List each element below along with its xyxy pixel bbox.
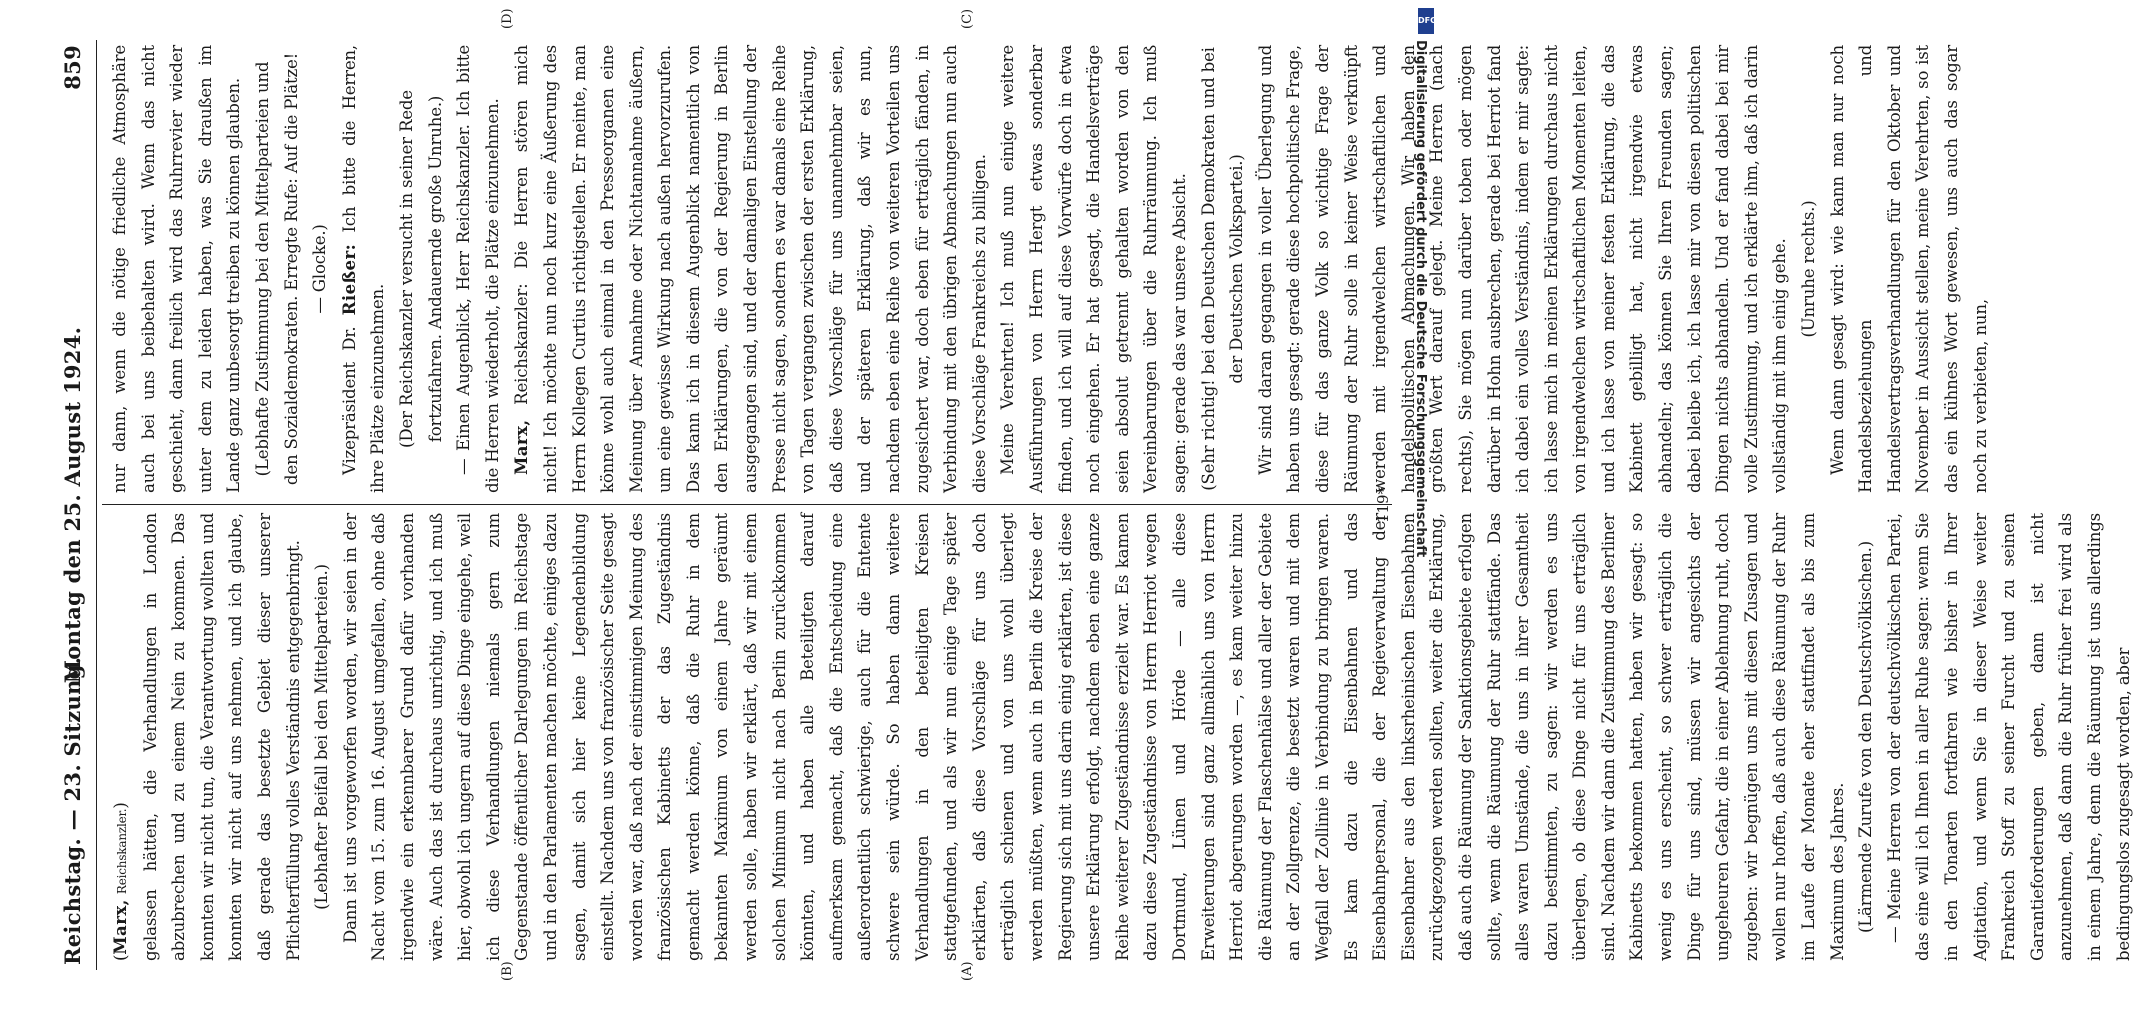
interjection: (Lärmende Zurufe von den Deutschvölkischen.) bbox=[1856, 540, 1876, 934]
margin-marker-a: (A) bbox=[960, 961, 975, 981]
speaker-name: Marx, bbox=[511, 419, 532, 475]
margin-marker-d: (D) bbox=[500, 8, 515, 29]
speech-text: Ich bitte die Herren, ihre Plätze einzunehmen. bbox=[339, 45, 388, 493]
speaker-paragraph bbox=[507, 45, 994, 493]
left-column bbox=[106, 513, 2133, 961]
interjection: (Lebhafte Zustimmung bei den Mittelparteien und den Sozialdemokraten. Erregte Rufe: Auf die Plätze! — Glocke.) bbox=[252, 52, 330, 486]
speaker-line: (Marx, Reichskanzler.) bbox=[110, 802, 130, 961]
page-number: 859 bbox=[60, 45, 85, 90]
paragraph: gelassen hätten, die Verhandlungen in London abzubrechen und zu einem Nein zu kommen. Das konnten wir nicht tun, die Verantwortung wollten und konnten wir nicht auf uns nehmen, und ich glaube, daß gerade das besetzte Gebiet dieser unserer Pflichterfüllung volles Verständnis entgegenbringt. bbox=[140, 513, 303, 961]
column-divider bbox=[102, 504, 1392, 505]
speaker-role: Reichskanzler. bbox=[115, 808, 129, 895]
speaker-name: Marx, bbox=[110, 899, 130, 955]
dfg-logo: DFG bbox=[1418, 8, 1434, 34]
paragraph: Dann ist uns vorgeworfen worden, wir seien in der Nacht vom 15. zum 16. August umgefallen, ohne daß irgendwie ein erkennbarer Grund dafür vorhanden wäre. Auch das ist durchaus unrichtig, und ich muß hier, obwohl ich ungern auf diese Dinge eingehe, weil ich diese Verhandlungen niemals gern zum Gegenstande öffentlicher Darlegungen im Reichstage und in den Parlamenten machen möchte, einiges dazu sagen, damit sich hier keine Legendenbildung einstellt. Nachdem uns von französischer Seite gesagt worden war, daß nach der einstimmigen Meinung des französischen Kabinetts der das Zugeständnis gemacht werden könne, daß die Ruhr in dem bekannten Maximum von einem Jahre geräumt werden solle, haben wir erklärt, daß wir mit einem solchen Minimum nicht nach Berlin zurückkommen könnten, und haben alle Beteiligten darauf aufmerksam gemacht, daß die Entscheidung eine außerordentlich schwierige, auch für die Entente schwere sein würde. So haben dann weitere Verhandlungen in den beteiligten Kreisen stattgefunden, und als wir nun einige Tage später erklärten, daß diese Vorschläge für uns doch erträglich schienen und von uns wohl überlegt werden müßten, wenn auch in Berlin die Kreise der Regierung sich mit uns darin einig erklärten, ist diese unsere Erklärung erfolgt, nachdem eben eine ganze Reihe weiterer Zugeständnisse erzielt war. Es kamen dazu diese Zugeständnisse von Herrn Herriot wegen Dortmund, Lünen und Hörde — alle diese Erweiterungen sind ganz allmählich uns von Herrn Herriot abgerungen worden —, es kam weiter hinzu die Räumung der Flaschenhälse und aller der Gebiete an der Zollgrenze, die besetzt waren und mit dem Wegfall der Zollinie in Verbindung zu bringen waren. Es kam dazu die Eisenbahnen und das Eisenbahnpersonal, die der Regieverwaltung der Eisenbahner aus den linksrheinischen Eisenbahnen zurückgezogen werden sollten, weiter die Erklärung, daß auch die Räumung der Sanktionsgebiete erfolgen sollte, wenn die Räumung der Ruhr stattfände. Das alles waren Umstände, die uns in ihrer Gesamtheit dazu bestimmten, zu sagen: wir werden es uns überlegen, ob diese Dinge nicht für uns erträglich sind. Nachdem wir dann die Zustimmung des Berliner Kabinetts bekommen hatten, haben wir gesagt: so wenig es uns erscheint, so schwer erträglich die Dinge für uns sind, müssen wir angesichts der ungeheuren Gefahr, die in einer Ablehnung ruht, doch zugeben: wir begnügen uns mit diesen Zusagen und wollen nur hoffen, daß auch diese Räumung der Ruhr im Laufe der Monate eher stattfindet als bis zum Maximum des Jahres. bbox=[340, 513, 1847, 961]
paragraph: — Einen Augenblick, Herr Reichskanzler. Ich bitte die Herren wiederholt, die Plätze einzunehmen. bbox=[454, 45, 502, 493]
running-header-date: Montag den 25. August 1924. bbox=[60, 326, 85, 684]
digitization-credit bbox=[1402, 10, 1438, 990]
interjection: (Unruhe rechts.) bbox=[1799, 200, 1819, 338]
paragraph: Wir sind daran gegangen in voller Überlegung und haben uns gesagt: gerade diese hochpolitische Frage, diese für das ganze Volk so wichtige Frage der Räumung der Ruhr solle in keiner Weise verknüpft werden mit irgendwelchen wirtschaftlichen und handelspolitischen Abmachungen. Wir haben den größten Wert darauf gelegt. Meine Herren (nach rechts), Sie mögen nun darüber toben oder mögen darüber in Hohn ausbrechen, gerade bei Herriot fand ich dabei ein volles Verständnis, indem er mir sagte: ich lasse mich in meinen Erklärungen durchaus nicht von irgendwelchen wirtschaftlichen Momenten leiten, und ich lasse von meiner festen Erklärung, die das Kabinett gebilligt hat, nicht irgendwie etwas abhandeln; das können Sie Ihren Freunden sagen; dabei bleibe ich, ich lasse mir von diesen politischen Dingen nichts abhandeln. Und er fand dabei bei mir volle Zustimmung, und ich erklärte ihm, daß ich darin vollständig mit ihm einig gehe. bbox=[1255, 45, 1790, 493]
speaker-title: Vizepräsident Dr. bbox=[339, 326, 359, 475]
header-rule bbox=[96, 40, 97, 970]
credit-text: Digitalisierung gefördert durch die Deutsche Forschungsgemeinschaft bbox=[1413, 40, 1428, 558]
paragraph: nur dann, wenn die nötige friedliche Atmosphäre auch bei uns beibehalten wird. Wenn das nicht geschieht, dann freilich wird das Ruhrrevier wieder unter dem zu leiden haben, was Sie draußen im Lande ganz unbesorgt treiben zu können glauben. bbox=[110, 45, 244, 493]
interjection: (Sehr richtig! bei den Deutschen Demokraten und bei der Deutschen Volkspartei.) bbox=[1198, 47, 1247, 491]
interjection: (Lebhafter Beifall bei den Mittelparteien.) bbox=[312, 564, 332, 910]
paragraph: Meine Verehrten! Ich muß nun einige weitere Ausführungen von Herrn Hergt etwas sonderbar finden, und ich will auf diese Vorwürfe doch in etwa noch eingehen. Er hat gesagt, die Handelsverträge seien absolut getrennt gehalten worden von den Vereinbarungen über die Ruhrräumung. Ich muß sagen: gerade das war unsere Absicht. bbox=[998, 45, 1189, 493]
margin-marker-b: (B) bbox=[500, 961, 515, 981]
paragraph: — Meine Herren von der deutschvölkischen Partei, das eine will ich Ihnen in aller Ruhe sagen: wenn Sie in den Tonarten fortfahren wie bisher in Ihrer Agitation, und wenn Sie in dieser Weise weiter Frankreich Stoff zu seiner Furcht und zu seinen Garantieforderungen geben, dann ist nicht anzunehmen, daß dann die Ruhr früher frei wird als in einem Jahre, denn die Räumung ist uns allerdings bedingungslos zugesagt worden, aber bbox=[1884, 513, 2133, 961]
paragraph: Wenn dann gesagt wird: wie kann man nur noch Handelsbeziehungen und Handelsvertragsverhandlungen für den Oktober und November in Aussicht stellen, meine Verehrten, so ist das ein kühnes Wort gewesen, uns auch das sogar noch zu verbieten, nun, bbox=[1827, 45, 1990, 493]
sheet-signature: 119* bbox=[1374, 486, 1392, 524]
margin-marker-c: (C) bbox=[960, 8, 975, 29]
speaker-role: Reichskanzler: bbox=[512, 283, 532, 405]
running-header-left: Reichstag. — 23. Sitzung. bbox=[60, 656, 85, 965]
speaker-paragraph bbox=[335, 45, 393, 493]
interjection: (Der Reichskanzler versucht in seiner Rede fortzufahren. Andauernde große Unruhe.) bbox=[396, 90, 445, 448]
speaker-name: Rießer: bbox=[338, 243, 359, 316]
speech-text: Die Herren stören mich nicht! Ich möchte nun noch kurz eine Äußerung des Herrn Kollegen Curtius richtigstellen. Er meinte, man könne wohl auch einmal in den Presseorganen eine Meinung über Annahme oder Nichtannahme äußern, um eine gewisse Wirkung nach außen hervorzurufen. Das kann ich in diesem Augenblick namentlich von den Erklärungen, die von der Regierung in Berlin ausgegangen sind, und der damaligen Einstellung der Presse nicht sagen, sondern es war damals eine Reihe von Tagen vergangen zwischen der ersten Erklärung, daß diese Vorschläge für uns unannehmbar seien, und der späteren Erklärung, daß wir es nun, nachdem eben eine Reihe von weiteren Vorteilen uns zugesichert war, doch eben für erträglich fänden, in Verbindung mit den übrigen Abmachungen nun auch diese Vorschläge Frankreichs zu billigen. bbox=[512, 44, 989, 493]
